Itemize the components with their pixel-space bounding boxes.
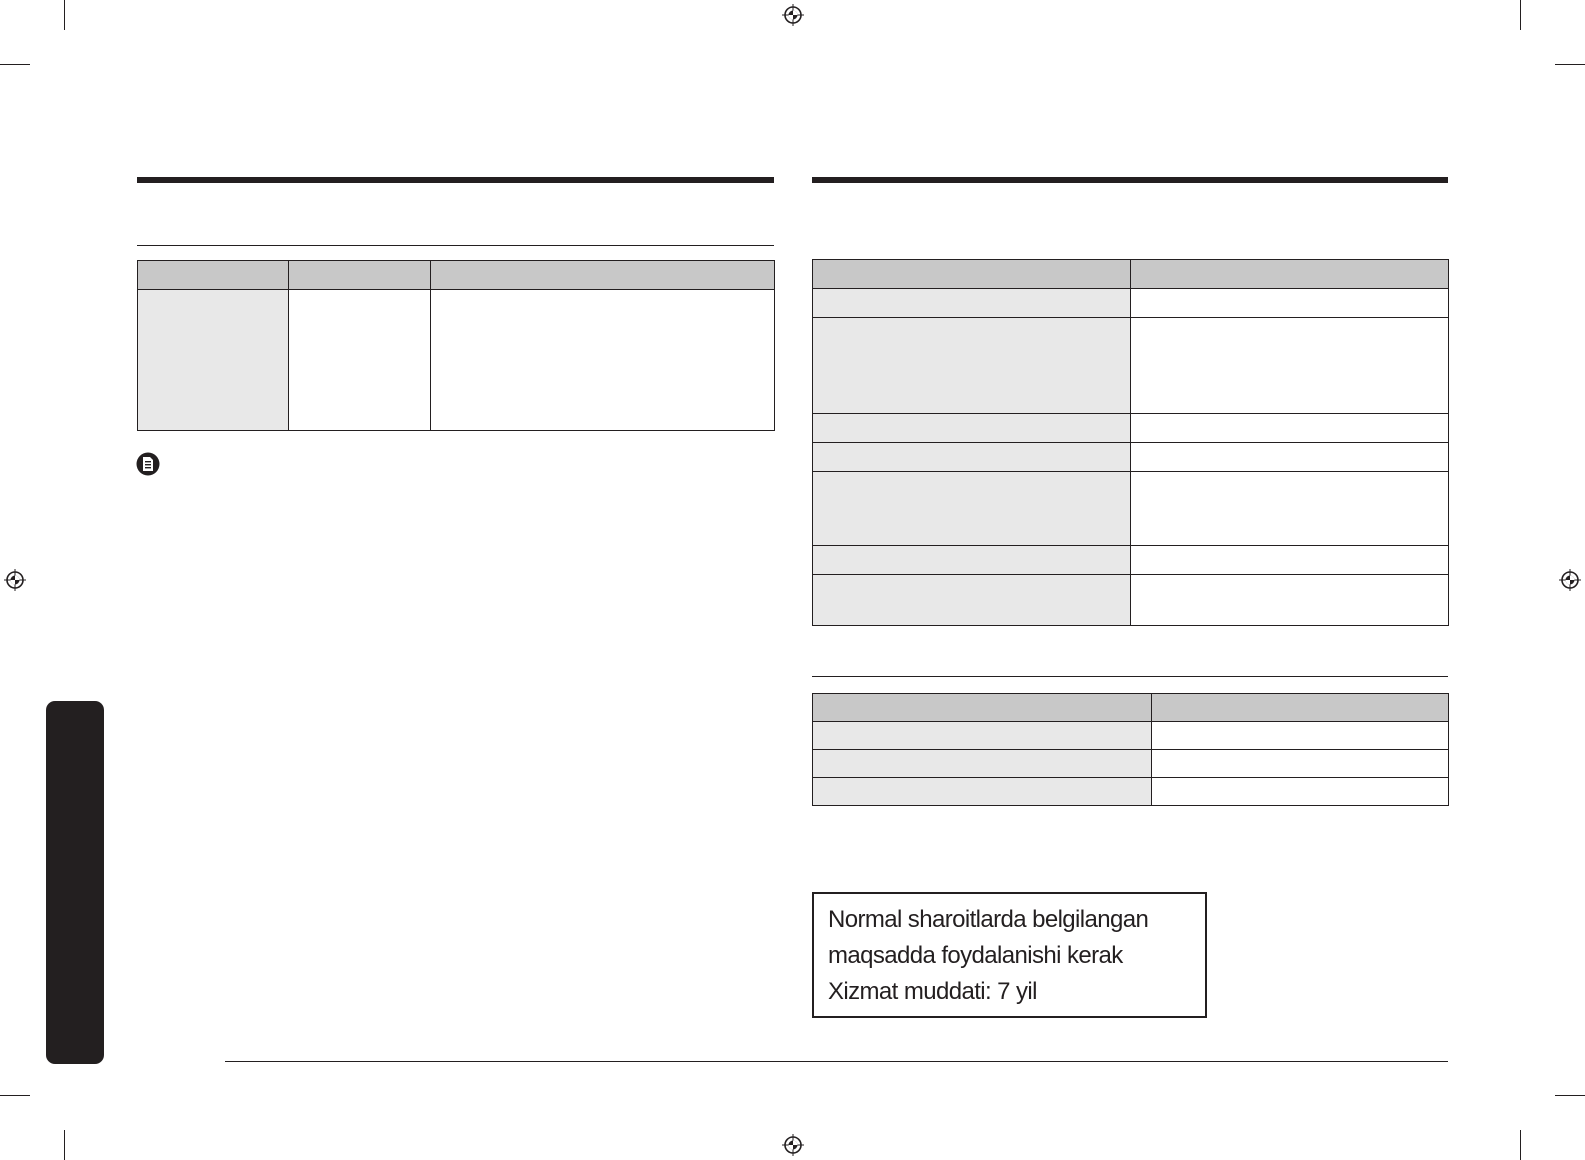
subsection-rule-right [812, 676, 1448, 677]
notice-line: maqsadda foydalanishi kerak [828, 942, 1123, 969]
table-row [813, 575, 1449, 626]
table-cell [1131, 443, 1449, 472]
table-cell [1131, 289, 1449, 318]
table-row [813, 722, 1449, 750]
crop-mark [64, 0, 65, 30]
note-document-icon [136, 452, 160, 476]
footer-rule [225, 1061, 1448, 1062]
table-row [813, 443, 1449, 472]
right-table-bottom [812, 693, 1449, 806]
table-row [813, 778, 1449, 806]
table-row [138, 290, 775, 431]
table-header-cell [289, 261, 431, 290]
crop-mark [0, 1095, 30, 1096]
table-cell [813, 722, 1152, 750]
notice-line: Normal sharoitlarda belgilangan [828, 906, 1149, 933]
subsection-rule-left [137, 245, 774, 246]
registration-mark-icon [4, 569, 26, 591]
table-cell [1152, 722, 1449, 750]
table-cell [1131, 318, 1449, 414]
registration-mark-icon [782, 1134, 804, 1156]
section-rule-left [137, 177, 774, 183]
chapter-side-tab [46, 701, 104, 1064]
table-cell [1152, 778, 1449, 806]
table-header-cell [813, 694, 1152, 722]
table-row [813, 414, 1449, 443]
table-cell [289, 290, 431, 431]
table-cell [1152, 750, 1449, 778]
table-cell [1131, 546, 1449, 575]
table-row [813, 318, 1449, 414]
table-cell [813, 546, 1131, 575]
table-header-cell [431, 261, 775, 290]
crop-mark [1520, 1130, 1521, 1160]
table-row [813, 472, 1449, 546]
table-header-cell [1152, 694, 1449, 722]
table-header-cell [813, 260, 1131, 289]
table-row [813, 546, 1449, 575]
notice-line: Xizmat muddati: 7 yil [828, 978, 1037, 1005]
section-rule-right [812, 177, 1448, 183]
table-row [813, 289, 1449, 318]
table-cell [813, 318, 1131, 414]
table-cell [813, 575, 1131, 626]
crop-mark [1555, 64, 1585, 65]
table-header-cell [138, 261, 289, 290]
table-header-row [138, 261, 775, 290]
table-cell [813, 443, 1131, 472]
registration-mark-icon [1559, 569, 1581, 591]
crop-mark [1520, 0, 1521, 30]
crop-mark [1555, 1095, 1585, 1096]
table-cell [1131, 472, 1449, 546]
table-cell [1131, 414, 1449, 443]
table-cell [813, 289, 1131, 318]
crop-mark [0, 64, 30, 65]
table-cell [813, 750, 1152, 778]
table-header-cell [1131, 260, 1449, 289]
table-row [813, 750, 1449, 778]
right-table-top [812, 259, 1449, 626]
table-cell [431, 290, 775, 431]
left-table [137, 260, 775, 431]
registration-mark-icon [782, 4, 804, 26]
service-life-notice [812, 892, 1207, 1018]
table-cell [813, 778, 1152, 806]
table-cell [813, 414, 1131, 443]
table-cell [138, 290, 289, 431]
table-cell [1131, 575, 1449, 626]
table-cell [813, 472, 1131, 546]
table-header-row [813, 694, 1449, 722]
table-header-row [813, 260, 1449, 289]
crop-mark [64, 1130, 65, 1160]
